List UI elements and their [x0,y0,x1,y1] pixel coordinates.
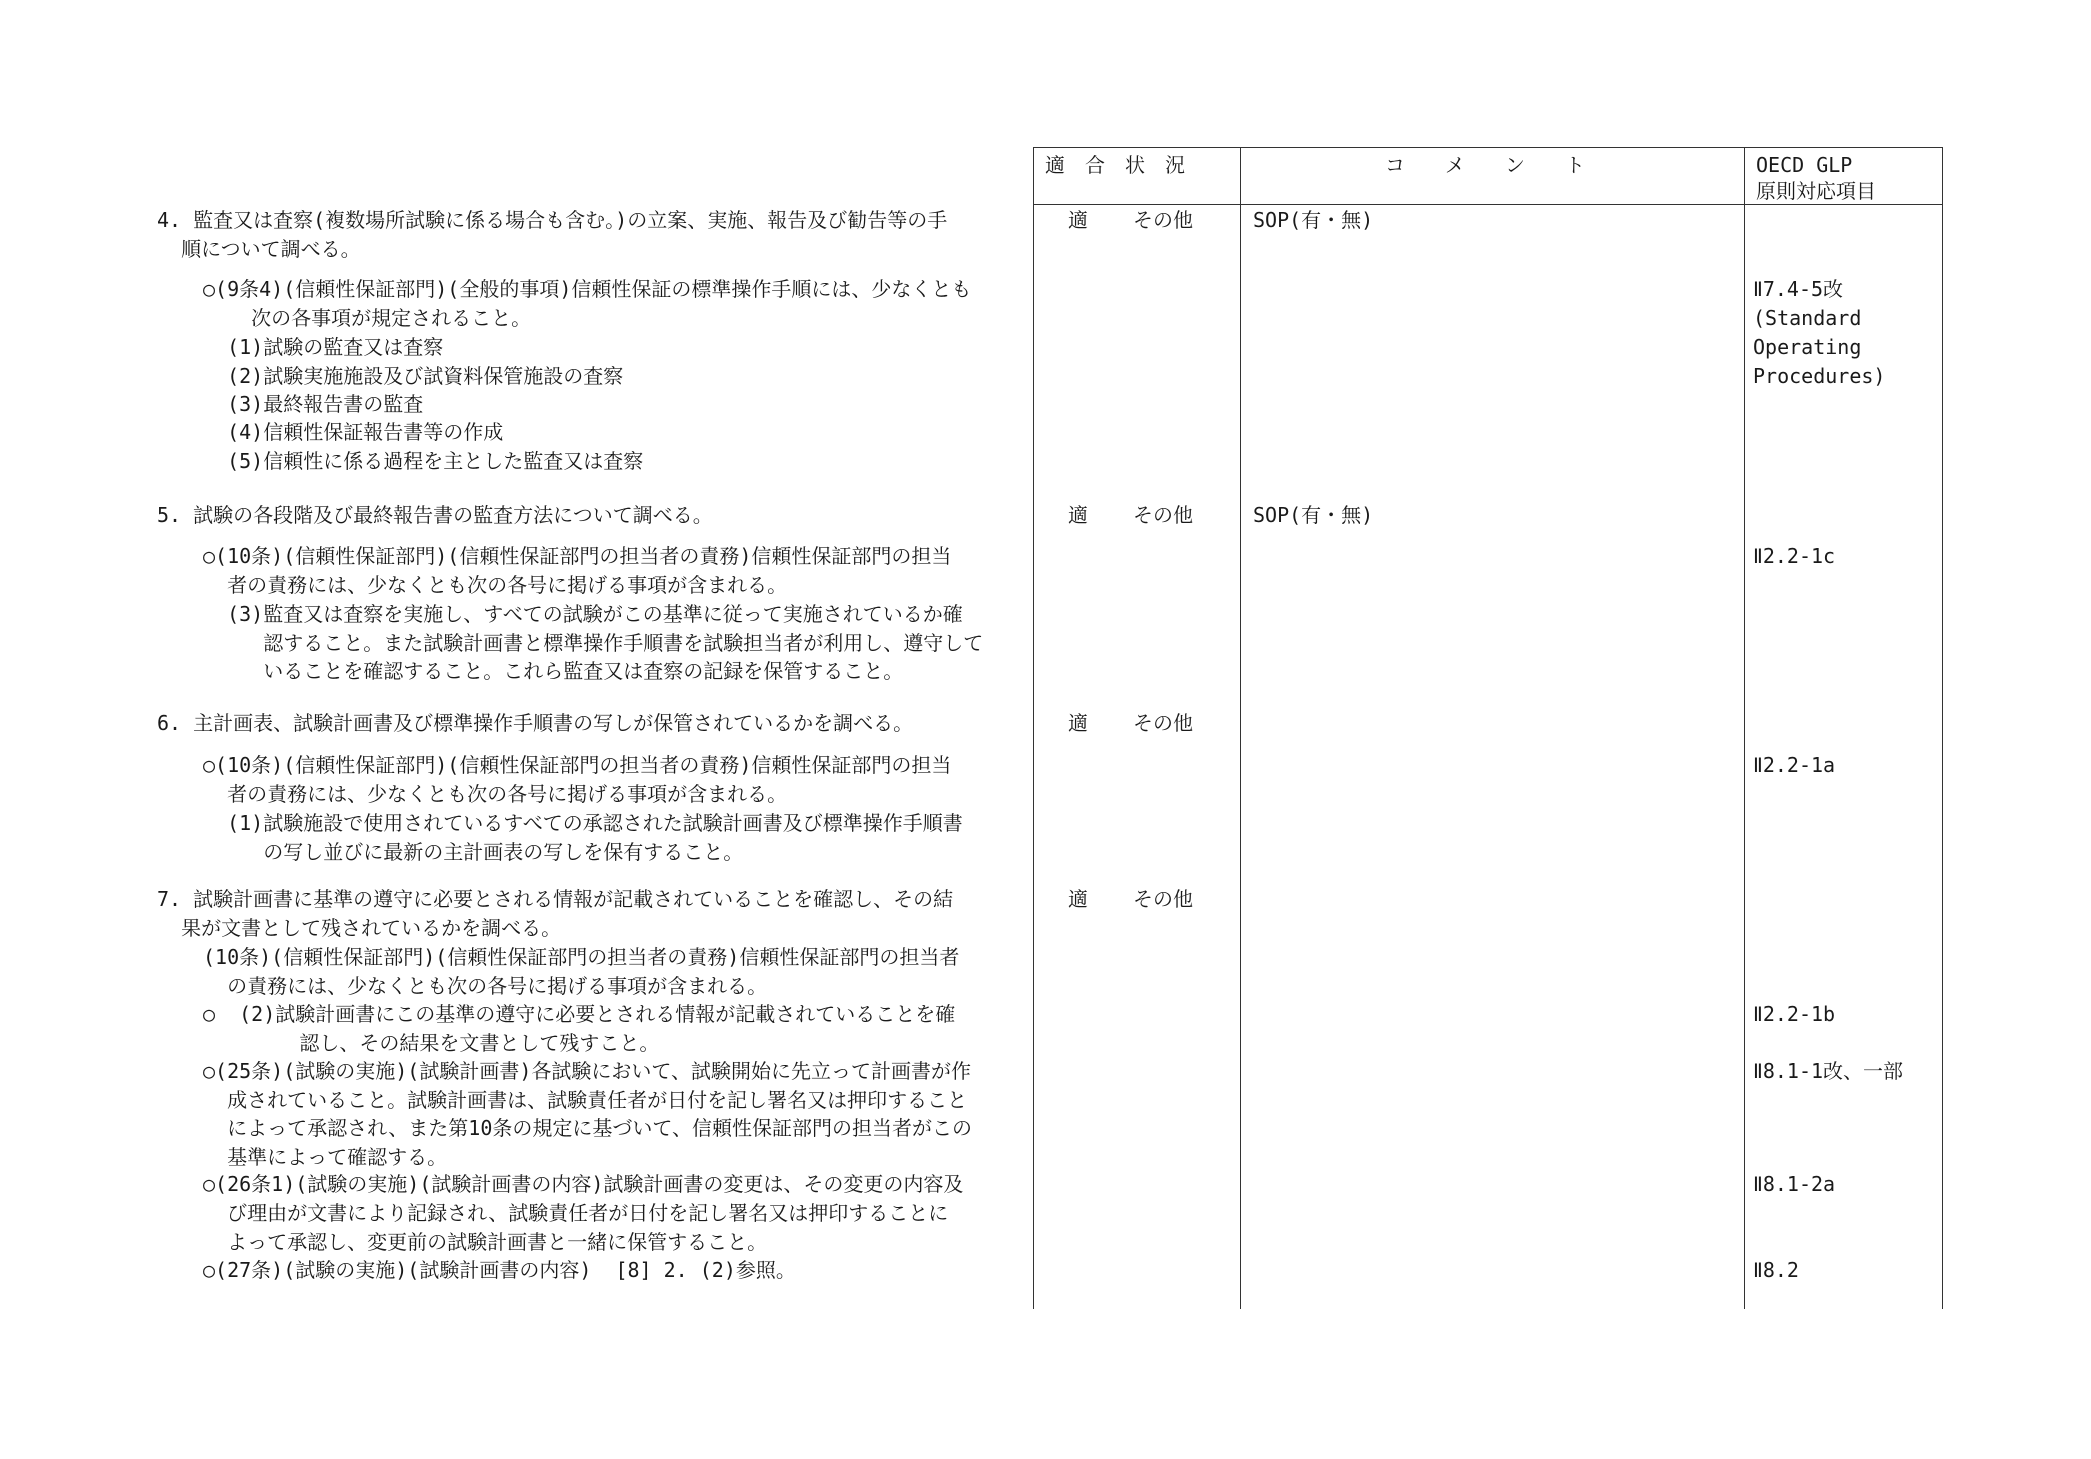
comment-sop: SOP(有・無) [1253,208,1374,232]
table-top-rule [1033,147,1943,148]
column-rule-right [1942,147,1943,1309]
item-5-line: 5. 試験の各段階及び最終報告書の監査方法について調べる。 [157,503,713,527]
item-7-line: 果が文書として残されているかを調べる。 [157,916,562,940]
status-column-header: 適 合 状 況 [1045,153,1185,177]
oecd-reference: Ⅱ2.2-1c [1753,544,1836,568]
status-compliant: 適 [1068,711,1088,735]
requirement-line: ○(9条4)(信頼性保証部門)(全般的事項)信頼性保証の標準操作手順には、少なくとも [203,277,972,301]
oecd-reference: Ⅱ2.2-1b [1753,1002,1836,1026]
requirement-line: の写し並びに最新の主計画表の写しを保有すること。 [203,840,744,864]
requirement-line: (10条)(信頼性保証部門)(信頼性保証部門の担当者の責務)信頼性保証部門の担当者 [203,945,960,969]
oecd-reference: Ⅱ7.4-5改 [1753,277,1844,301]
requirement-line: によって承認され、また第10条の規定に基づいて、信頼性保証部門の担当者がこの [203,1116,972,1140]
requirement-line: び理由が文書により記録され、試験責任者が日付を記し署名又は押印することに [203,1201,949,1225]
column-rule-comment-oecd [1744,147,1745,1309]
requirement-line: (3)監査又は査察を実施し、すべての試験がこの基準に従って実施されているか確 [203,602,963,626]
oecd-column-header-line1: OECD GLP [1756,153,1853,177]
item-7-line: 7. 試験計画書に基準の遵守に必要とされる情報が記載されていることを確認し、その結 [157,887,954,911]
item-6-line: 6. 主計画表、試験計画書及び標準操作手順書の写しが保管されているかを調べる。 [157,711,914,735]
status-other: その他 [1133,887,1193,911]
requirement-line: 基準によって確認する。 [203,1145,448,1169]
requirement-line: (1)試験施設で使用されているすべての承認された試験計画書及び標準操作手順書 [203,811,963,835]
requirement-line: ○ (2)試験計画書にこの基準の遵守に必要とされる情報が記載されていることを確 [203,1002,956,1026]
oecd-reference: Operating [1753,335,1862,359]
requirement-line: ○(10条)(信頼性保証部門)(信頼性保証部門の担当者の責務)信頼性保証部門の担当 [203,753,952,777]
requirement-line: ○(27条)(試験の実施)(試験計画書の内容) [8] 2. (2)参照。 [203,1258,796,1282]
oecd-reference: Ⅱ8.1-2a [1753,1172,1836,1196]
requirement-line: 者の責務には、少なくとも次の各号に掲げる事項が含まれる。 [203,782,788,806]
oecd-reference: Ⅱ2.2-1a [1753,753,1836,777]
oecd-reference: Ⅱ8.2 [1753,1258,1799,1282]
status-other: その他 [1133,503,1193,527]
status-compliant: 適 [1068,887,1088,911]
requirement-line: の責務には、少なくとも次の各号に掲げる事項が含まれる。 [203,974,768,998]
requirement-line: よって承認し、変更前の試験計画書と一緒に保管すること。 [203,1230,768,1254]
oecd-reference: Procedures) [1753,364,1886,388]
requirement-line: 者の責務には、少なくとも次の各号に掲げる事項が含まれる。 [203,573,788,597]
column-rule-status-comment [1240,147,1241,1309]
requirement-line: 次の各事項が規定されること。 [203,306,532,330]
column-rule-left [1033,147,1034,1309]
comment-sop: SOP(有・無) [1253,503,1374,527]
status-other: その他 [1133,711,1193,735]
status-compliant: 適 [1068,208,1088,232]
requirement-line: ○(10条)(信頼性保証部門)(信頼性保証部門の担当者の責務)信頼性保証部門の担当 [203,544,952,568]
comment-column-header: コ メ ン ト [1385,153,1585,177]
status-other: その他 [1133,208,1193,232]
item-4-line: 順について調べる。 [157,237,361,261]
requirement-line: 成されていること。試験計画書は、試験責任者が日付を記し署名又は押印すること [203,1088,968,1112]
requirement-line: (3)最終報告書の監査 [203,392,424,416]
item-4-line: 4. 監査又は査察(複数場所試験に係る場合も含む。)の立案、実施、報告及び勧告等の手 [157,208,948,232]
status-compliant: 適 [1068,503,1088,527]
requirement-line: ○(26条1)(試験の実施)(試験計画書の内容)試験計画書の変更は、その変更の内容及 [203,1172,964,1196]
requirement-line: (4)信頼性保証報告書等の作成 [203,420,504,444]
requirement-line: ○(25条)(試験の実施)(試験計画書)各試験において、試験開始に先立って計画書が作 [203,1059,971,1083]
oecd-reference: (Standard [1753,306,1862,330]
requirement-line: いることを確認すること。これら監査又は査察の記録を保管すること。 [203,659,904,683]
oecd-reference: Ⅱ8.1-1改、一部 [1753,1059,1904,1083]
requirement-line: 認し、その結果を文書として残すこと。 [203,1031,660,1055]
requirement-line: (1)試験の監査又は査察 [203,335,444,359]
requirement-line: (5)信頼性に係る過程を主とした監査又は査察 [203,449,644,473]
oecd-column-header-line2: 原則対応項目 [1756,179,1876,203]
requirement-line: (2)試験実施施設及び試資料保管施設の査察 [203,364,624,388]
requirement-line: 認すること。また試験計画書と標準操作手順書を試験担当者が利用し、遵守して [203,631,984,655]
